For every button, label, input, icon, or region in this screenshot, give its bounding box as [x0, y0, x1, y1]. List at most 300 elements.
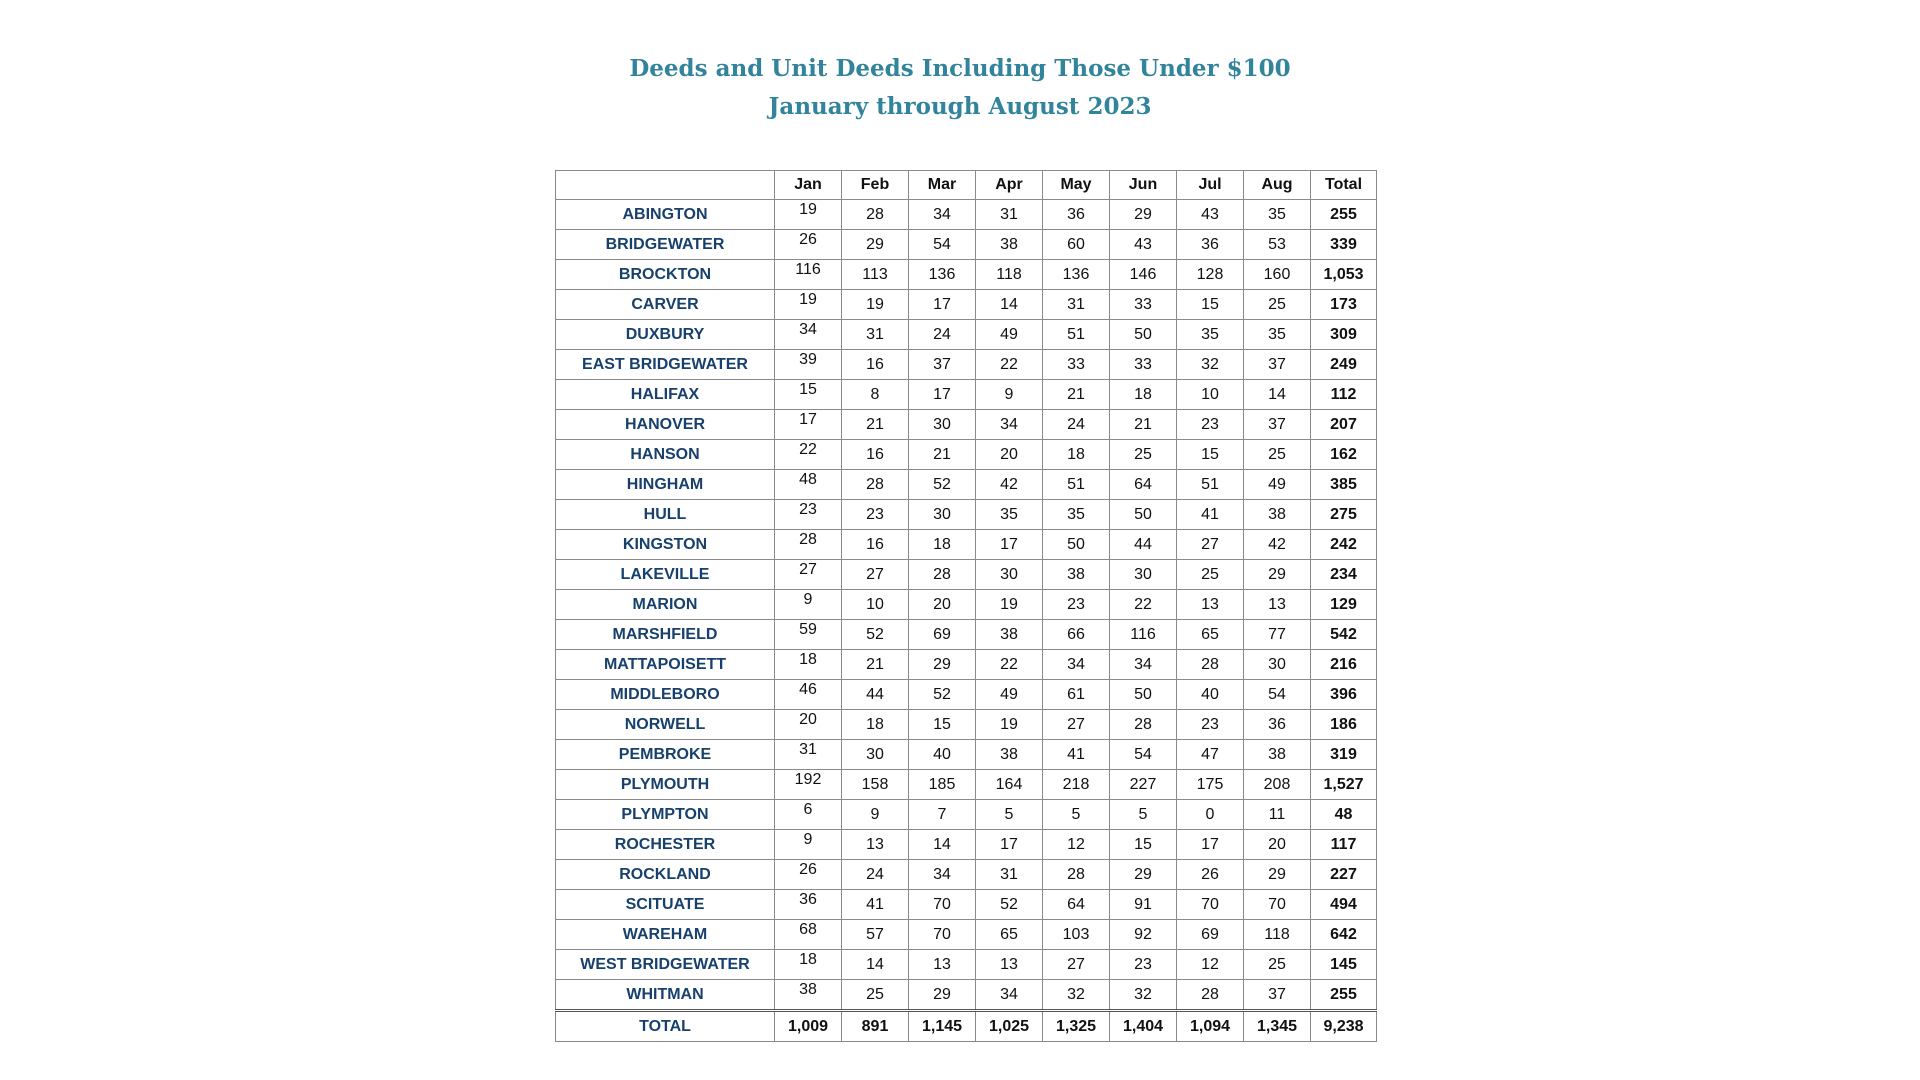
month-value-cell: 34: [909, 860, 976, 890]
month-value-cell: 21: [842, 650, 909, 680]
month-value-cell: 53: [1244, 230, 1311, 260]
row-total-cell: 385: [1311, 470, 1377, 500]
table-row: [556, 590, 1377, 620]
month-value-cell: 69: [1177, 920, 1244, 950]
table-row: [556, 230, 1377, 260]
month-value-cell: 64: [1043, 890, 1110, 920]
month-value-cell: 29: [842, 230, 909, 260]
month-value-cell: 47: [1177, 740, 1244, 770]
month-value-cell: 13: [842, 830, 909, 860]
month-value-cell: 20: [775, 710, 842, 740]
column-total-cell: 1,009: [775, 1011, 842, 1042]
month-value-cell: 28: [1043, 860, 1110, 890]
month-value-cell: 20: [1244, 830, 1311, 860]
month-value-cell: 38: [1244, 500, 1311, 530]
month-value-cell: 29: [909, 650, 976, 680]
month-value-cell: 36: [1043, 200, 1110, 230]
month-value-cell: 14: [909, 830, 976, 860]
month-value-cell: 21: [1043, 380, 1110, 410]
month-value-cell: 41: [1177, 500, 1244, 530]
month-value-cell: 35: [976, 500, 1043, 530]
month-value-cell: 50: [1043, 530, 1110, 560]
town-name-cell: HALIFAX: [556, 380, 775, 410]
month-value-cell: 18: [775, 650, 842, 680]
month-value-cell: 39: [775, 350, 842, 380]
month-value-cell: 12: [1043, 830, 1110, 860]
month-value-cell: 25: [1177, 560, 1244, 590]
town-name-cell: HINGHAM: [556, 470, 775, 500]
month-value-cell: 26: [1177, 860, 1244, 890]
header-cell-jul: Jul: [1177, 171, 1244, 200]
month-value-cell: 22: [976, 650, 1043, 680]
month-value-cell: 40: [909, 740, 976, 770]
month-value-cell: 26: [775, 230, 842, 260]
month-value-cell: 36: [1244, 710, 1311, 740]
month-value-cell: 38: [775, 980, 842, 1011]
month-value-cell: 32: [1110, 980, 1177, 1011]
month-value-cell: 70: [1177, 890, 1244, 920]
month-value-cell: 57: [842, 920, 909, 950]
month-value-cell: 52: [842, 620, 909, 650]
month-value-cell: 24: [909, 320, 976, 350]
town-name-cell: PEMBROKE: [556, 740, 775, 770]
month-value-cell: 128: [1177, 260, 1244, 290]
month-value-cell: 13: [1244, 590, 1311, 620]
month-value-cell: 54: [1110, 740, 1177, 770]
month-value-cell: 19: [775, 200, 842, 230]
month-value-cell: 18: [909, 530, 976, 560]
town-name-cell: HANSON: [556, 440, 775, 470]
header-cell-mar: Mar: [909, 171, 976, 200]
month-value-cell: 52: [909, 680, 976, 710]
month-value-cell: 208: [1244, 770, 1311, 800]
row-total-cell: 319: [1311, 740, 1377, 770]
row-total-cell: 396: [1311, 680, 1377, 710]
row-total-cell: 145: [1311, 950, 1377, 980]
header-cell-total: Total: [1311, 171, 1377, 200]
month-value-cell: 21: [842, 410, 909, 440]
month-value-cell: 185: [909, 770, 976, 800]
row-total-cell: 242: [1311, 530, 1377, 560]
month-value-cell: 48: [775, 470, 842, 500]
month-value-cell: 22: [1110, 590, 1177, 620]
title-line-1: Deeds and Unit Deeds Including Those Under $100: [629, 55, 1291, 82]
table-body: [556, 200, 1377, 1011]
month-value-cell: 36: [1177, 230, 1244, 260]
row-total-cell: 642: [1311, 920, 1377, 950]
month-value-cell: 103: [1043, 920, 1110, 950]
month-value-cell: 33: [1110, 290, 1177, 320]
row-total-cell: 1,053: [1311, 260, 1377, 290]
month-value-cell: 51: [1043, 320, 1110, 350]
column-total-cell: 1,325: [1043, 1011, 1110, 1042]
month-value-cell: 11: [1244, 800, 1311, 830]
month-value-cell: 27: [1043, 710, 1110, 740]
month-value-cell: 17: [1177, 830, 1244, 860]
month-value-cell: 28: [842, 470, 909, 500]
month-value-cell: 160: [1244, 260, 1311, 290]
row-total-cell: 249: [1311, 350, 1377, 380]
month-value-cell: 218: [1043, 770, 1110, 800]
month-value-cell: 17: [976, 830, 1043, 860]
month-value-cell: 28: [1110, 710, 1177, 740]
month-value-cell: 18: [1043, 440, 1110, 470]
table-row: [556, 980, 1377, 1011]
month-value-cell: 23: [842, 500, 909, 530]
month-value-cell: 34: [976, 980, 1043, 1011]
month-value-cell: 0: [1177, 800, 1244, 830]
month-value-cell: 43: [1177, 200, 1244, 230]
row-total-cell: 216: [1311, 650, 1377, 680]
month-value-cell: 16: [842, 350, 909, 380]
month-value-cell: 60: [1043, 230, 1110, 260]
total-label-cell: TOTAL: [556, 1011, 775, 1042]
month-value-cell: 17: [909, 290, 976, 320]
month-value-cell: 17: [775, 410, 842, 440]
month-value-cell: 43: [1110, 230, 1177, 260]
month-value-cell: 49: [976, 680, 1043, 710]
month-value-cell: 7: [909, 800, 976, 830]
month-value-cell: 31: [976, 860, 1043, 890]
row-total-cell: 339: [1311, 230, 1377, 260]
town-name-cell: DUXBURY: [556, 320, 775, 350]
month-value-cell: 21: [1110, 410, 1177, 440]
column-total-cell: 1,025: [976, 1011, 1043, 1042]
month-value-cell: 16: [842, 530, 909, 560]
month-value-cell: 13: [976, 950, 1043, 980]
table-row: [556, 740, 1377, 770]
month-value-cell: 28: [775, 530, 842, 560]
month-value-cell: 14: [842, 950, 909, 980]
month-value-cell: 164: [976, 770, 1043, 800]
month-value-cell: 136: [1043, 260, 1110, 290]
town-name-cell: LAKEVILLE: [556, 560, 775, 590]
table-row: [556, 410, 1377, 440]
town-name-cell: WEST BRIDGEWATER: [556, 950, 775, 980]
header-cell-feb: Feb: [842, 171, 909, 200]
table-row: [556, 800, 1377, 830]
town-name-cell: PLYMPTON: [556, 800, 775, 830]
row-total-cell: 48: [1311, 800, 1377, 830]
table-row: [556, 200, 1377, 230]
column-total-cell: 891: [842, 1011, 909, 1042]
month-value-cell: 22: [775, 440, 842, 470]
month-value-cell: 14: [1244, 380, 1311, 410]
month-value-cell: 38: [976, 230, 1043, 260]
month-value-cell: 20: [909, 590, 976, 620]
month-value-cell: 25: [1110, 440, 1177, 470]
month-value-cell: 37: [1244, 410, 1311, 440]
month-value-cell: 65: [976, 920, 1043, 950]
header-cell-jun: Jun: [1110, 171, 1177, 200]
month-value-cell: 28: [842, 200, 909, 230]
table-row: [556, 500, 1377, 530]
month-value-cell: 9: [842, 800, 909, 830]
table-row: [556, 860, 1377, 890]
header-cell-jan: Jan: [775, 171, 842, 200]
month-value-cell: 23: [775, 500, 842, 530]
town-name-cell: ABINGTON: [556, 200, 775, 230]
month-value-cell: 66: [1043, 620, 1110, 650]
month-value-cell: 10: [842, 590, 909, 620]
month-value-cell: 9: [976, 380, 1043, 410]
header-cell-aug: Aug: [1244, 171, 1311, 200]
month-value-cell: 5: [1110, 800, 1177, 830]
month-value-cell: 35: [1177, 320, 1244, 350]
table-row: [556, 290, 1377, 320]
month-value-cell: 23: [1177, 410, 1244, 440]
month-value-cell: 31: [976, 200, 1043, 230]
month-value-cell: 8: [842, 380, 909, 410]
row-total-cell: 275: [1311, 500, 1377, 530]
town-name-cell: MARSHFIELD: [556, 620, 775, 650]
month-value-cell: 44: [842, 680, 909, 710]
row-total-cell: 542: [1311, 620, 1377, 650]
month-value-cell: 34: [1043, 650, 1110, 680]
month-value-cell: 18: [775, 950, 842, 980]
month-value-cell: 18: [1110, 380, 1177, 410]
month-value-cell: 35: [1244, 320, 1311, 350]
month-value-cell: 37: [1244, 350, 1311, 380]
column-total-cell: 9,238: [1311, 1011, 1377, 1042]
table-row: [556, 380, 1377, 410]
month-value-cell: 30: [842, 740, 909, 770]
month-value-cell: 21: [909, 440, 976, 470]
month-value-cell: 22: [976, 350, 1043, 380]
row-total-cell: 173: [1311, 290, 1377, 320]
town-name-cell: ROCHESTER: [556, 830, 775, 860]
month-value-cell: 158: [842, 770, 909, 800]
table-row: [556, 440, 1377, 470]
month-value-cell: 13: [1177, 590, 1244, 620]
month-value-cell: 51: [1043, 470, 1110, 500]
row-total-cell: 117: [1311, 830, 1377, 860]
row-total-cell: 234: [1311, 560, 1377, 590]
table-row: [556, 890, 1377, 920]
month-value-cell: 20: [976, 440, 1043, 470]
table-row: [556, 320, 1377, 350]
column-total-cell: 1,345: [1244, 1011, 1311, 1042]
month-value-cell: 116: [775, 260, 842, 290]
month-value-cell: 17: [976, 530, 1043, 560]
month-value-cell: 28: [1177, 980, 1244, 1011]
month-value-cell: 34: [976, 410, 1043, 440]
month-value-cell: 19: [775, 290, 842, 320]
month-value-cell: 24: [842, 860, 909, 890]
month-value-cell: 24: [1043, 410, 1110, 440]
month-value-cell: 30: [909, 500, 976, 530]
table-row: [556, 920, 1377, 950]
month-value-cell: 37: [1244, 980, 1311, 1011]
header-cell-apr: Apr: [976, 171, 1043, 200]
month-value-cell: 28: [1177, 650, 1244, 680]
month-value-cell: 118: [976, 260, 1043, 290]
month-value-cell: 65: [1177, 620, 1244, 650]
month-value-cell: 18: [842, 710, 909, 740]
month-value-cell: 38: [976, 740, 1043, 770]
month-value-cell: 70: [909, 920, 976, 950]
town-name-cell: HANOVER: [556, 410, 775, 440]
month-value-cell: 28: [909, 560, 976, 590]
month-value-cell: 50: [1110, 500, 1177, 530]
table-row: [556, 620, 1377, 650]
month-value-cell: 29: [909, 980, 976, 1011]
month-value-cell: 29: [1110, 860, 1177, 890]
table-row: [556, 260, 1377, 290]
month-value-cell: 52: [909, 470, 976, 500]
month-value-cell: 42: [1244, 530, 1311, 560]
month-value-cell: 15: [1110, 830, 1177, 860]
row-total-cell: 129: [1311, 590, 1377, 620]
month-value-cell: 25: [1244, 290, 1311, 320]
month-value-cell: 31: [1043, 290, 1110, 320]
month-value-cell: 51: [1177, 470, 1244, 500]
column-total-cell: 1,404: [1110, 1011, 1177, 1042]
month-value-cell: 30: [909, 410, 976, 440]
document-title: [0, 50, 1920, 126]
month-value-cell: 15: [909, 710, 976, 740]
month-value-cell: 5: [1043, 800, 1110, 830]
month-value-cell: 30: [976, 560, 1043, 590]
town-name-cell: KINGSTON: [556, 530, 775, 560]
month-value-cell: 23: [1177, 710, 1244, 740]
row-total-cell: 112: [1311, 380, 1377, 410]
month-value-cell: 33: [1110, 350, 1177, 380]
town-name-cell: MATTAPOISETT: [556, 650, 775, 680]
month-value-cell: 32: [1043, 980, 1110, 1011]
month-value-cell: 192: [775, 770, 842, 800]
table-row: [556, 650, 1377, 680]
month-value-cell: 34: [1110, 650, 1177, 680]
month-value-cell: 14: [976, 290, 1043, 320]
row-total-cell: 255: [1311, 980, 1377, 1011]
month-value-cell: 41: [842, 890, 909, 920]
town-name-cell: PLYMOUTH: [556, 770, 775, 800]
month-value-cell: 25: [842, 980, 909, 1011]
town-name-cell: WAREHAM: [556, 920, 775, 950]
table-row: [556, 680, 1377, 710]
month-value-cell: 70: [909, 890, 976, 920]
row-total-cell: 309: [1311, 320, 1377, 350]
month-value-cell: 175: [1177, 770, 1244, 800]
month-value-cell: 15: [775, 380, 842, 410]
town-name-cell: MIDDLEBORO: [556, 680, 775, 710]
town-name-cell: BRIDGEWATER: [556, 230, 775, 260]
month-value-cell: 25: [1244, 440, 1311, 470]
town-name-cell: NORWELL: [556, 710, 775, 740]
month-value-cell: 69: [909, 620, 976, 650]
month-value-cell: 19: [842, 290, 909, 320]
month-value-cell: 37: [909, 350, 976, 380]
month-value-cell: 64: [1110, 470, 1177, 500]
month-value-cell: 40: [1177, 680, 1244, 710]
row-total-cell: 1,527: [1311, 770, 1377, 800]
row-total-cell: 255: [1311, 200, 1377, 230]
month-value-cell: 17: [909, 380, 976, 410]
column-total-cell: 1,145: [909, 1011, 976, 1042]
month-value-cell: 12: [1177, 950, 1244, 980]
table-row: [556, 530, 1377, 560]
month-value-cell: 30: [1244, 650, 1311, 680]
month-value-cell: 227: [1110, 770, 1177, 800]
month-value-cell: 27: [1177, 530, 1244, 560]
month-value-cell: 33: [1043, 350, 1110, 380]
row-total-cell: 162: [1311, 440, 1377, 470]
table-row: [556, 710, 1377, 740]
month-value-cell: 15: [1177, 440, 1244, 470]
month-value-cell: 23: [1110, 950, 1177, 980]
town-name-cell: MARION: [556, 590, 775, 620]
month-value-cell: 61: [1043, 680, 1110, 710]
month-value-cell: 10: [1177, 380, 1244, 410]
month-value-cell: 70: [1244, 890, 1311, 920]
month-value-cell: 19: [976, 590, 1043, 620]
deeds-table: [555, 170, 1377, 1042]
month-value-cell: 116: [1110, 620, 1177, 650]
month-value-cell: 38: [1244, 740, 1311, 770]
month-value-cell: 19: [976, 710, 1043, 740]
month-value-cell: 118: [1244, 920, 1311, 950]
month-value-cell: 50: [1110, 680, 1177, 710]
table-row: [556, 470, 1377, 500]
month-value-cell: 36: [775, 890, 842, 920]
month-value-cell: 23: [1043, 590, 1110, 620]
month-value-cell: 34: [775, 320, 842, 350]
month-value-cell: 31: [775, 740, 842, 770]
month-value-cell: 49: [976, 320, 1043, 350]
month-value-cell: 38: [976, 620, 1043, 650]
month-value-cell: 68: [775, 920, 842, 950]
month-value-cell: 13: [909, 950, 976, 980]
month-value-cell: 15: [1177, 290, 1244, 320]
table-row: [556, 350, 1377, 380]
month-value-cell: 29: [1110, 200, 1177, 230]
town-name-cell: BROCKTON: [556, 260, 775, 290]
town-name-cell: WHITMAN: [556, 980, 775, 1011]
month-value-cell: 26: [775, 860, 842, 890]
header-cell-town: [556, 171, 775, 200]
month-value-cell: 16: [842, 440, 909, 470]
table-row: [556, 830, 1377, 860]
month-value-cell: 92: [1110, 920, 1177, 950]
row-total-cell: 227: [1311, 860, 1377, 890]
month-value-cell: 50: [1110, 320, 1177, 350]
title-line-2: January through August 2023: [768, 93, 1152, 120]
table-row: [556, 770, 1377, 800]
table-total-row: [556, 1011, 1377, 1042]
town-name-cell: EAST BRIDGEWATER: [556, 350, 775, 380]
month-value-cell: 27: [1043, 950, 1110, 980]
month-value-cell: 25: [1244, 950, 1311, 980]
month-value-cell: 32: [1177, 350, 1244, 380]
month-value-cell: 35: [1244, 200, 1311, 230]
table-row: [556, 560, 1377, 590]
month-value-cell: 9: [775, 590, 842, 620]
month-value-cell: 46: [775, 680, 842, 710]
month-value-cell: 49: [1244, 470, 1311, 500]
month-value-cell: 146: [1110, 260, 1177, 290]
month-value-cell: 42: [976, 470, 1043, 500]
row-total-cell: 186: [1311, 710, 1377, 740]
month-value-cell: 41: [1043, 740, 1110, 770]
month-value-cell: 6: [775, 800, 842, 830]
month-value-cell: 136: [909, 260, 976, 290]
month-value-cell: 52: [976, 890, 1043, 920]
month-value-cell: 29: [1244, 560, 1311, 590]
month-value-cell: 113: [842, 260, 909, 290]
town-name-cell: SCITUATE: [556, 890, 775, 920]
header-cell-may: May: [1043, 171, 1110, 200]
